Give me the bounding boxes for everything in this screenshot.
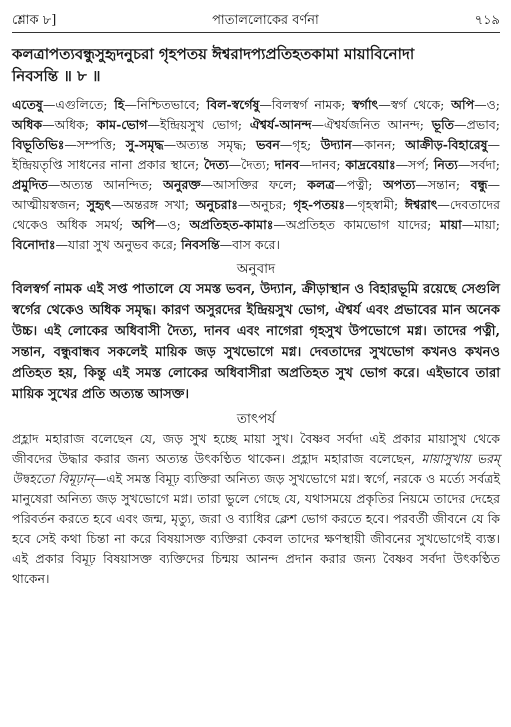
synonym-word: কাদ্রবেয়াঃ (345, 157, 396, 172)
synonym-meaning: গৃহ; (292, 137, 312, 152)
synonym-word: প্রমুদিত (12, 177, 48, 192)
verse-text (12, 43, 500, 87)
verse-line-2: নিবসন্তি ॥ ৮ ॥ (12, 67, 101, 85)
synonym-word: সু-সমৃদ্ধ (125, 137, 164, 152)
synonym-meaning: সম্পত্তি; (76, 137, 117, 152)
synonym-word: বন্ধু (470, 177, 488, 192)
page-number: ৭১৯ (474, 13, 500, 28)
verse-line-1: কলত্রাপত্যবন্ধুসুহৃদনুচরা গৃহপতয় ঈশ্বরাদপ্যপ্রতিহতকামা মায়াবিনোদা (12, 45, 415, 63)
synonym-meaning: অত্যন্ত আনন্দিত; (60, 177, 153, 192)
synonym-word: নিত্য (433, 157, 458, 172)
synonym-word: স্বর্গাৎ (352, 97, 379, 112)
synonym-meaning: দৈত্য; (241, 157, 270, 172)
synonym-word: অপি (132, 217, 155, 232)
purport-quote: মায়াসুখায় ভরম্ উদ্বহতো বিমূঢ়ান্ (12, 451, 500, 486)
synonym-meaning: সন্তান; (427, 177, 461, 192)
synonym-meaning: পত্নী; (347, 177, 373, 192)
synonym-word: বিনোদাঃ (12, 237, 56, 252)
synonym-word: অপ্রতিহত-কামাঃ (189, 217, 274, 232)
synonym-meaning: অনুচর; (250, 197, 287, 212)
synonym-word: হি (114, 97, 125, 112)
synonym-word: উদ্যান (320, 137, 352, 152)
synonym-meaning: অন্তরঙ্গ সখা; (123, 197, 190, 212)
running-header (12, 12, 500, 33)
synonym-word: ভবন (256, 137, 280, 152)
synonym-word: অনুরক্ত (163, 177, 201, 192)
synonym-meaning: অধিক; (54, 117, 90, 132)
synonym-word: বিভূতিভিঃ (12, 137, 65, 152)
synonym-meaning: সর্প; (408, 157, 430, 172)
synonym-meaning: অত্যন্ত সমৃদ্ধ; (176, 137, 247, 152)
synonym-word: কাম-ভোগ (96, 117, 148, 132)
synonym-word: ঐশ্বর্য-আনন্দ (249, 117, 312, 132)
synonym-word: দানব (274, 157, 300, 172)
synonym-meaning: আত্মীয়স্বজন; (12, 197, 81, 212)
purport-part-1: প্রহ্লাদ মহারাজ বলেছেন যে, জড় সুখ হচ্ছে মায়া সুখ। বৈষ্ণব সর্বদা এই প্রকার মায়াসুখ থেকে জীবদের উদ্ধার করার জন্য অত্যন্ত উৎকণ্ঠিত থাকেন। প্রহ্লাদ মহারাজ বলেছেন, (12, 431, 500, 466)
synonym-word: আক্রীড়-বিহারেষু (405, 137, 488, 152)
chapter-title: পাতাললোকের বর্ণনা (212, 13, 319, 28)
synonym-word: দৈত্য (203, 157, 229, 172)
synonym-word: অধিক (12, 117, 43, 132)
synonym-word: সুহৃৎ (86, 197, 111, 212)
synonym-word: বিল-স্বর্গেষু (206, 97, 260, 112)
synonym-meaning: যারা সুখ অনুভব করে; (68, 237, 178, 252)
synonym-meaning: গৃহস্বামী; (357, 197, 399, 212)
synonym-meaning: ও; (486, 97, 500, 112)
translation-heading: অনুবাদ (236, 261, 276, 277)
synonym-word: অপি (451, 97, 475, 112)
synonym-meaning: দানব; (311, 157, 341, 172)
synonym-meaning: দেবতাদের থেকেও অধিক সমর্থ; (12, 197, 500, 232)
synonym-word: অনুচরাঃ (195, 197, 238, 212)
purport-heading: তাৎপর্য (236, 411, 276, 427)
verse-reference: শ্লোক ৮] (12, 13, 57, 28)
synonym-meaning: সর্বদা; (470, 157, 500, 172)
word-for-word-synonyms: এতেষু—এগুলিতে; হি—নিশ্চিতভাবে; বিল-স্বর্গেষু—বিলস্বর্গ নামক; স্বর্গাৎ—স্বর্গ থেকে; অপি—ও; অধিক—অধিক; কাম-ভোগ—ইন্দ্রিয়সুখ ভোগ; ঐশ্বর্য-আনন্দ—ঐশ্বর্যজনিত আনন্দ; ভূতি—প্রভাব; বিভূতিভিঃ—সম্পত্তি; সু-সমৃদ্ধ—অত্যন্ত সমৃদ্ধ; ভবন—গৃহ; উদ্যান—কানন; আক্রীড়-বিহারেষু—ইন্দ্রিয়তৃপ্তি সাধনের নানা প্রকার স্থানে; দৈত্য—দৈত্য; দানব—দানব; কাদ্রবেয়াঃ—সর্প; নিত্য—সর্বদা; প্রমুদিত—অত্যন্ত আনন্দিত; অনুরক্ত—আসক্তির ফলে; কলত্র—পত্নী; অপত্য—সন্তান; বন্ধু—আত্মীয়স্বজন; সুহৃৎ—অন্তরঙ্গ সখা; অনুচরাঃ—অনুচর; গৃহ-পতয়ঃ—গৃহস্বামী; ঈশ্বরাৎ—দেবতাদের থেকেও অধিক সমর্থ; অপি—ও; অপ্রতিহত-কামাঃ—অপ্রতিহত কামভোগ যাদের; মায়া—মায়া; বিনোদাঃ—যারা সুখ অনুভব করে; নিবসন্তি—বাস করে। (12, 97, 501, 252)
synonym-meaning: কানন; (364, 137, 396, 152)
purport-text (12, 429, 500, 589)
synonym-meaning: মায়া; (474, 217, 500, 232)
synonym-meaning: প্রভাব; (466, 117, 500, 132)
synonym-word: কলত্র (307, 177, 335, 192)
synonym-word: মায়া (440, 217, 462, 232)
synonym-meaning: অপ্রতিহত কামভোগ যাদের; (285, 217, 432, 232)
synonym-meaning: বিলস্বর্গ নামক; (271, 97, 346, 112)
translation-text: বিলস্বর্গ নামক এই সপ্ত পাতালে যে সমস্ত ভবন, উদ্যান, ক্রীড়াস্থান ও বিহারভূমি রয়েছে সেগুলি স্বর্গের থেকেও অধিক সমৃদ্ধ। কারণ অসুরদের ইন্দ্রিয়সুখ ভোগ, ঐশ্বর্য এবং প্রভাবের মান অনেক উচ্চ। এই লোকের অধিবাসী দৈত্য, দানব এবং নাগেরা গৃহসুখ উপভোগে মগ্ন। তাদের পত্নী, সন্তান, বন্ধুবান্ধব সকলেই মায়িক জড় সুখভোগে মগ্ন। দেবতাদের সুখভোগ কখনও কখনও প্রতিহত হয়, কিন্তু এই সমস্ত লোকের অধিবাসীরা অপ্রতিহত সুখ ভোগ করে। এইভাবে তারা মায়িক সুখের প্রতি অত্যন্ত আসক্ত। (12, 282, 500, 402)
synonym-meaning: এগুলিতে; (55, 97, 108, 112)
synonym-meaning: নিশ্চিতভাবে; (136, 97, 200, 112)
synonym-word: গৃহ-পতয়ঃ (293, 197, 346, 212)
purport-part-2: —এই সমস্ত বিমূঢ় ব্যক্তিরা অনিত্য জড় সুখভোগে মগ্ন। স্বর্গে, নরকে ও মর্ত্যে সর্বত্রই মানুষেরা অনিত্য জড় সুখভোগে মগ্ন। তারা ভুলে গেছে যে, যথাসময়ে প্রকৃতির নিয়মে তাদের দেহের পরিবর্তন করতে হবে এবং জন্ম, মৃত্যু, জরা ও ব্যাধির ক্লেশ ভোগ করতে হবে। পরবর্তী জীবনে যে কি হবে সেই কথা চিন্তা না করে বিষয়াসক্ত ব্যক্তিরা কেবল তাদের ক্ষণস্থায়ী জীবনের সুখভোগেই ব্যস্ত। এই প্রকার বিমূঢ় বিষয়াসক্ত ব্যক্তিদের চিন্ময় আনন্দ প্রদান করার জন্য বৈষ্ণব সর্বদা উৎকণ্ঠিত থাকেন। (12, 471, 500, 586)
synonym-meaning: ইন্দ্রিয়তৃপ্তি সাধনের নানা প্রকার স্থানে; (12, 157, 200, 172)
synonym-meaning: ইন্দ্রিয়সুখ ভোগ; (159, 117, 243, 132)
synonym-meaning: ঐশ্বর্যজনিত আনন্দ; (324, 117, 425, 132)
synonym-word: এতেষু (12, 97, 43, 112)
synonym-meaning: স্বর্গ থেকে; (390, 97, 445, 112)
synonym-word: ভূতি (431, 117, 455, 132)
synonym-word: অপত্য (383, 177, 416, 192)
synonym-word: ঈশ্বরাৎ (404, 197, 438, 212)
synonym-meaning: ও; (167, 217, 181, 232)
synonym-meaning: বাস করে। (232, 237, 281, 252)
page (12, 12, 500, 589)
synonym-meaning: আসক্তির ফলে; (212, 177, 297, 192)
synonym-word: নিবসন্তি (181, 237, 220, 252)
